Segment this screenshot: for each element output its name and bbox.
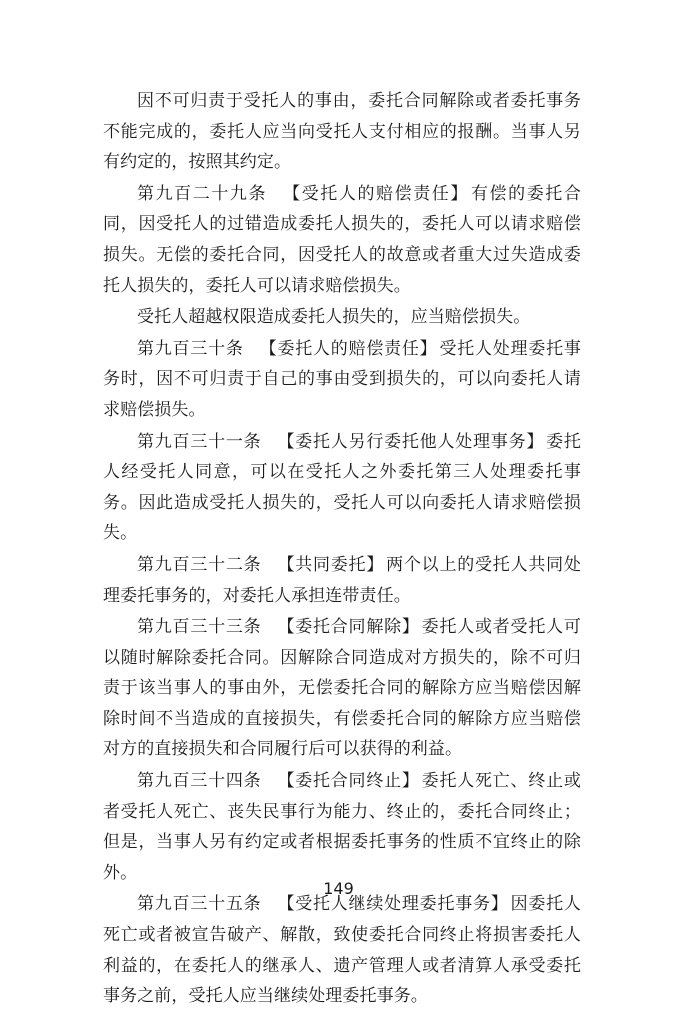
page-number: 149 [323,879,354,898]
article-number: 第九百三十四条 [137,771,262,792]
article-title: 【共同委托】 [277,554,385,575]
article-number: 第九百三十五条 [137,894,262,915]
article-932 [103,550,581,611]
article-number: 第九百三十一条 [137,431,262,452]
article-930 [103,334,581,426]
article-text: 委托人或者受托人可以随时解除委托合同。因解除合同造成对方损失的，除不可归责于该当事人的事由外，无偿委托合同的解除方应当赔偿因解除时间不当造成的直接损失，有偿委托合同的解除方应当赔偿对方的直接损失和合同履行后可以获得的利益。 [103,617,581,760]
article-number: 第九百二十九条 [137,183,268,204]
article-text: 受托人处理委托事务时，因不可归责于自己的事由受到损失的，可以向委托人请求赔偿损失。 [103,338,581,420]
article-text: 两个以上的受托人共同处理委托事务的，对委托人承担连带责任。 [103,554,581,606]
paragraph-929-2 [103,302,581,333]
paragraph-1 [103,86,581,178]
article-929 [103,179,581,301]
article-title: 【受托人继续处理委托事务】 [277,894,509,915]
article-number: 第九百三十三条 [137,617,262,638]
article-931 [103,427,581,549]
article-title: 【委托合同解除】 [277,617,420,638]
article-title: 【委托人的赔偿责任】 [259,338,438,359]
article-933 [103,612,581,765]
article-title: 【委托人另行委托他人处理事务】 [277,431,545,452]
article-title: 【受托人的赔偿责任】 [283,183,469,204]
document-body [103,86,581,1013]
paragraph-text: 因不可归责于受托人的事由，委托合同解除或者委托事务不能完成的，委托人应当向受托人支付相应的报酬。当事人另有约定的，按照其约定。 [103,91,581,173]
article-text: 有偿的委托合同，因受托人的过错造成委托人损失的，委托人可以请求赔偿损失。无偿的委托合同，因受托人的故意或者重大过失造成委托人损失的，委托人可以请求赔偿损失。 [103,183,581,296]
article-934 [103,766,581,888]
article-number: 第九百三十二条 [137,554,262,575]
paragraph-text: 受托人超越权限造成委托人损失的，应当赔偿损失。 [137,307,531,328]
article-text: 因委托人死亡或者被宣告破产、解散，致使委托合同终止将损害委托人利益的，在委托人的继承人、遗产管理人或者清算人承受委托事务之前，受托人应当继续处理委托事务。 [103,894,581,1007]
article-935 [103,889,581,1011]
article-text: 委托人死亡、终止或者受托人死亡、丧失民事行为能力、终止的，委托合同终止；但是，当事人另有约定或者根据委托事务的性质不宜终止的除外。 [103,771,581,883]
article-text: 委托人经受托人同意，可以在受托人之外委托第三人处理委托事务。因此造成受托人损失的，受托人可以向委托人请求赔偿损失。 [103,431,582,544]
article-number: 第九百三十条 [137,338,244,359]
article-title: 【委托合同终止】 [277,771,420,792]
